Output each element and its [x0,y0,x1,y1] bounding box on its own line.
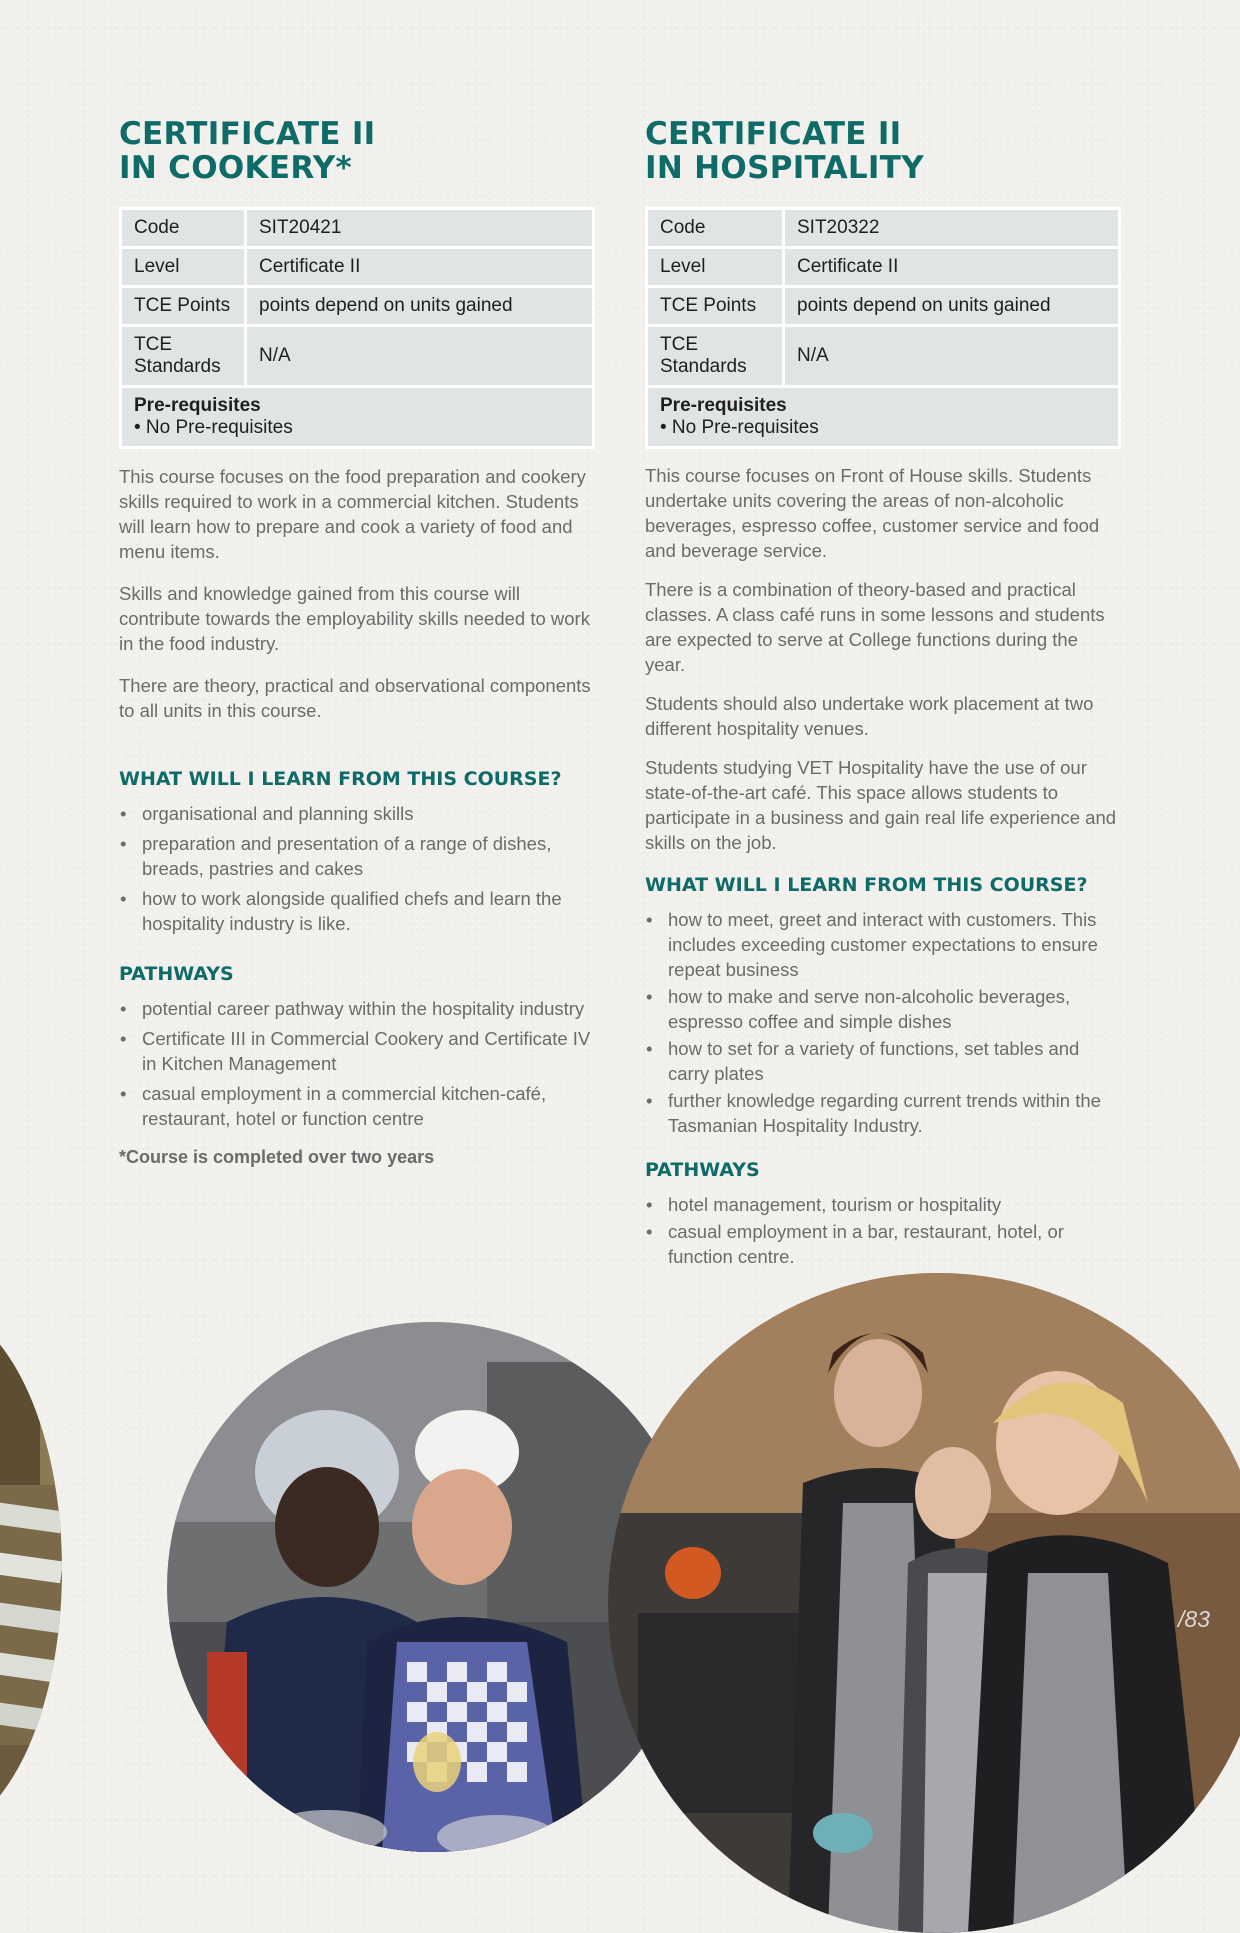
course-title: CERTIFICATE II IN COOKERY* [119,116,376,186]
list-item: • potential career pathway within the hospitality industry [119,996,595,1021]
table-row: Level Certificate II [647,248,1120,287]
list-item: • Certificate III in Commercial Cookery and Certificate IV in Kitchen Management [119,1026,595,1076]
learn-list [645,907,1121,1138]
list-item: • hotel management, tourism or hospitality [645,1192,1121,1217]
list-item: • how to meet, greet and interact with customers. This includes exceeding customer expectations to ensure repeat business [645,907,1121,982]
course-note: *Course is completed over two years [119,1147,435,1167]
table-row: TCE Standards N/A [647,326,1120,387]
table-row: Code SIT20421 [121,209,594,248]
course-description: This course focuses on Front of House skills. Students undertake units covering the areas of non-alcoholic beverages, espresso coffee, customer service and food and beverage service. [645,465,1100,561]
prerequisites-item: • No Pre-requisites [134,417,293,438]
course-description: This course focuses on the food preparation and cookery skills required to work in a commercial kitchen. Students will learn how to prepare and cook a variety of food and menu items. [119,466,586,562]
course-hospitality [645,117,1121,1271]
pathways-list [645,1192,1121,1269]
outdoor-photo [0,1305,62,1835]
course-description: There are theory, practical and observational components to all units in this course. [119,675,591,721]
course-cookery [119,117,595,1168]
learn-heading: WHAT WILL I LEARN FROM THIS COURSE? [645,874,1088,896]
cafe-class-photo [608,1273,1240,1933]
list-item: • how to make and serve non-alcoholic beverages, espresso coffee and simple dishes [645,984,1121,1034]
course-info-table [119,207,595,449]
pathways-heading: PATHWAYS [645,1159,760,1181]
prerequisites-row [121,387,594,448]
prerequisites-item: • No Pre-requisites [660,417,819,438]
table-row: Level Certificate II [121,248,594,287]
list-item: • further knowledge regarding current trends within the Tasmanian Hospitality Industry. [645,1088,1121,1138]
table-row: TCE Points points depend on units gained [647,287,1120,326]
learn-heading: WHAT WILL I LEARN FROM THIS COURSE? [119,768,562,790]
list-item: • how to set for a variety of functions, set tables and carry plates [645,1036,1121,1086]
list-item: • how to work alongside qualified chefs and learn the hospitality industry is like. [119,886,595,936]
pathways-heading: PATHWAYS [119,963,234,985]
list-item: • casual employment in a bar, restaurant, hotel, or function centre. [645,1219,1121,1269]
course-description: Students should also undertake work placement at two different hospitality venues. [645,693,1094,739]
course-info-table [645,207,1121,449]
learn-list [119,801,595,936]
prerequisites-heading: Pre-requisites [134,395,261,416]
table-row: Code SIT20322 [647,209,1120,248]
list-item: • preparation and presentation of a range of dishes, breads, pastries and cakes [119,831,595,881]
page-number: /83 [1178,1606,1210,1632]
course-description: Skills and knowledge gained from this course will contribute towards the employability skills needed to work in the food industry. [119,583,590,654]
prerequisites-heading: Pre-requisites [660,395,787,416]
pathways-list [119,996,595,1131]
course-description: Students studying VET Hospitality have the use of our state-of-the-art café. This space allows students to participate in a business and gain real life experience and skills on the job. [645,757,1117,853]
cafe-class-photo-art [608,1273,1240,1933]
list-item: • casual employment in a commercial kitchen-café, restaurant, hotel or function centre [119,1081,595,1131]
table-row: TCE Points points depend on units gained [121,287,594,326]
outdoor-photo-art [0,1305,62,1835]
list-item: • organisational and planning skills [119,801,595,826]
course-title: CERTIFICATE II IN HOSPITALITY [645,116,924,186]
prerequisites-row [647,387,1120,448]
table-row: TCE Standards N/A [121,326,594,387]
course-description: There is a combination of theory-based and practical classes. A class café runs in some lessons and students are expected to serve at College functions during the year. [645,579,1105,675]
